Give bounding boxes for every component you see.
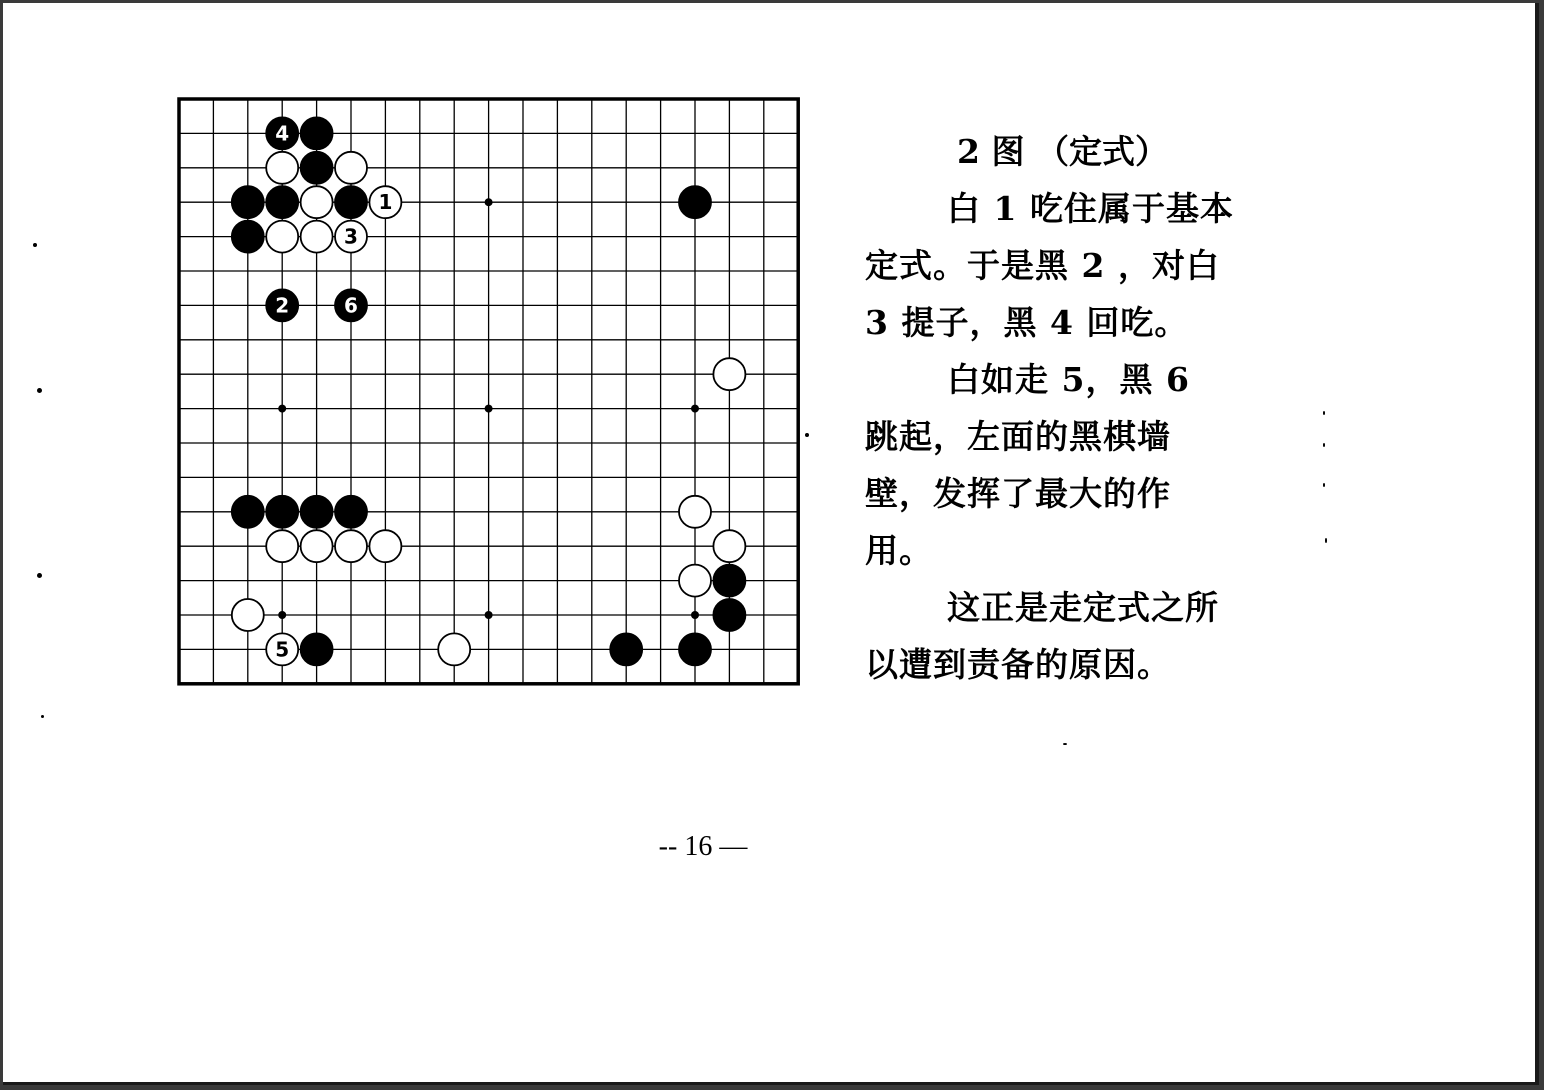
white-stone	[266, 530, 298, 562]
white-stone	[679, 565, 711, 597]
black-stone	[301, 496, 333, 528]
go-board-diagram	[163, 87, 803, 707]
white-stone	[679, 496, 711, 528]
stone-move-number: 4	[275, 121, 290, 146]
black-stone	[679, 633, 711, 665]
black-stone	[301, 633, 333, 665]
black-stone	[335, 186, 367, 218]
black-stone	[266, 496, 298, 528]
white-stone	[438, 633, 470, 665]
white-stone	[713, 358, 745, 390]
black-stone	[301, 117, 333, 149]
scan-speck	[805, 433, 809, 437]
star-point	[691, 405, 699, 413]
stone-move-number: 3	[344, 224, 358, 249]
black-stone	[679, 186, 711, 218]
white-stone	[301, 186, 333, 218]
caption-paragraph-1: 白 1 吃住属于基本定式。于是黑 2 ，对白 3 提子，黑 4 回吃。	[865, 189, 1234, 342]
white-stone	[266, 221, 298, 253]
star-point	[278, 611, 286, 619]
black-stone	[266, 186, 298, 218]
star-point	[485, 198, 493, 206]
caption-text	[865, 123, 1235, 693]
scan-speck	[37, 573, 42, 578]
black-stone	[335, 496, 367, 528]
scan-speck	[41, 715, 44, 718]
black-stone	[232, 186, 264, 218]
caption-paragraph-2: 白如走 5，黑 6 跳起，左面的黑棋墙壁，发挥了最大的作用。	[865, 360, 1190, 570]
scan-speck	[33, 243, 37, 247]
scan-speck	[37, 388, 42, 393]
black-stone	[713, 599, 745, 631]
white-stone	[335, 530, 367, 562]
star-point	[278, 405, 286, 413]
white-stone	[335, 152, 367, 184]
black-stone	[232, 221, 264, 253]
page-number: -- 16 —	[658, 831, 748, 862]
white-stone	[713, 530, 745, 562]
black-stone	[713, 565, 745, 597]
stone-move-number: 5	[275, 637, 290, 662]
scan-speck	[1323, 443, 1325, 447]
black-stone	[232, 496, 264, 528]
scan-speck	[1325, 538, 1327, 543]
stone-move-number: 1	[378, 190, 393, 215]
black-stone	[301, 152, 333, 184]
scan-speck	[1063, 743, 1067, 745]
caption-paragraph-3: 这正是走定式之所以遭到责备的原因。	[865, 588, 1219, 684]
scan-speck	[1323, 483, 1325, 487]
white-stone	[301, 530, 333, 562]
diagram-title: 2 图 （定式）	[957, 132, 1168, 171]
stone-move-number: 2	[275, 293, 290, 318]
white-stone	[232, 599, 264, 631]
white-stone	[369, 530, 401, 562]
black-stone	[610, 633, 642, 665]
scan-speck	[1323, 411, 1325, 415]
white-stone	[301, 221, 333, 253]
book-page	[3, 3, 1539, 1085]
stone-move-number: 6	[344, 293, 358, 318]
star-point	[485, 405, 493, 413]
star-point	[691, 611, 699, 619]
star-point	[485, 611, 493, 619]
white-stone	[266, 152, 298, 184]
